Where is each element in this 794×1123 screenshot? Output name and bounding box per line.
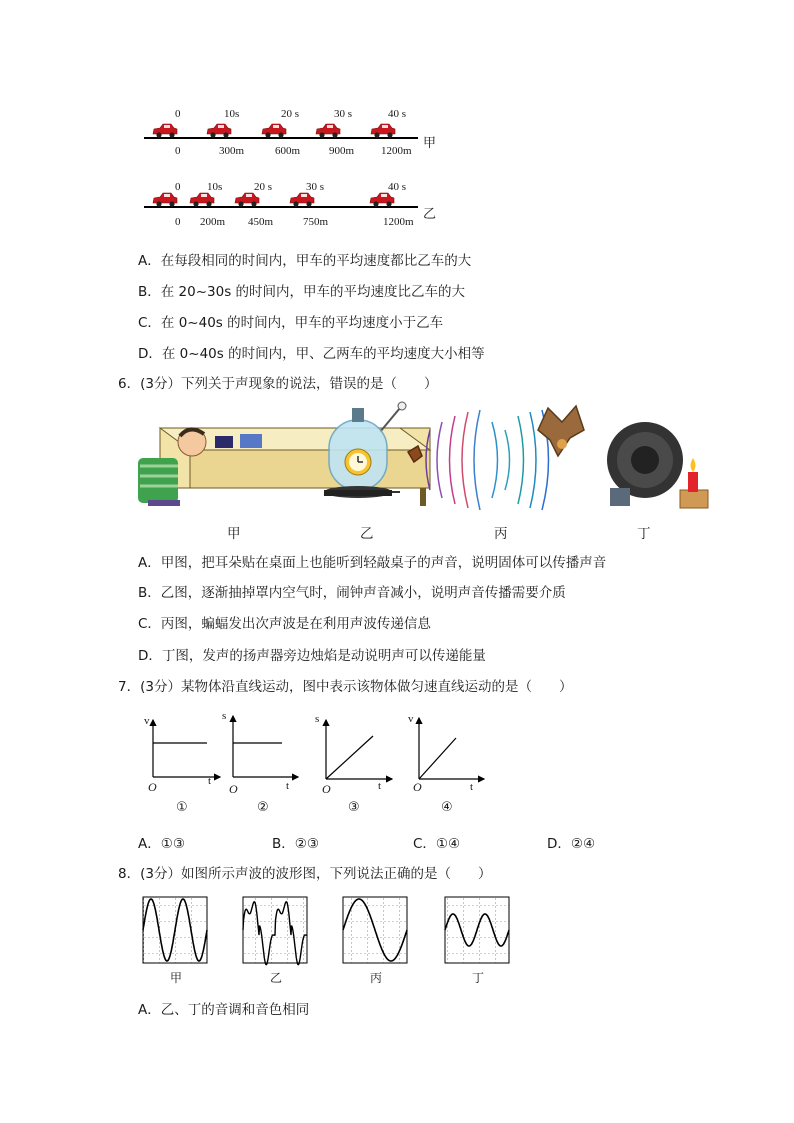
graph-4-origin: O xyxy=(413,780,422,794)
jia-label: 甲 xyxy=(423,136,437,151)
jia-dist-2: 600m xyxy=(275,145,301,157)
graph-3-s-t-linear xyxy=(326,720,392,779)
yi-car-3 xyxy=(290,193,314,207)
speaker-candle-illustration xyxy=(607,422,708,508)
jia-car-4 xyxy=(371,124,395,138)
q5-option-d[interactable]: D．在 0~40s 的时间内，甲、乙两车的平均速度大小相等 xyxy=(138,346,485,362)
waveform-jia xyxy=(143,897,207,963)
q7-graphs xyxy=(0,700,794,810)
graph-4-number: ④ xyxy=(441,800,453,815)
q8-caption-ding: 丁 xyxy=(472,971,485,985)
graph-1-v-t-constant xyxy=(153,720,220,777)
yi-dist-2: 450m xyxy=(248,216,274,228)
graph-2-s-t-constant xyxy=(233,716,298,777)
q8-waveforms xyxy=(0,890,794,970)
yi-car-0 xyxy=(153,193,177,207)
q7-answer-c[interactable]: C．①④ xyxy=(413,836,461,852)
jia-time-4: 40 s xyxy=(388,108,407,120)
q8-stem: 8．(3分）如图所示声波的波形图，下列说法正确的是（ ） xyxy=(118,866,492,882)
waveform-ding xyxy=(445,897,509,963)
jia-time-0: 0 xyxy=(175,108,181,120)
yi-time-0: 0 xyxy=(175,181,181,193)
q6-option-b[interactable]: B．乙图，逐渐抽掉罩内空气时，闹钟声音减小，说明声音传播需要介质 xyxy=(138,585,566,601)
q6-option-d[interactable]: D．丁图，发声的扬声器旁边烛焰是动说明声可以传递能量 xyxy=(138,648,486,664)
jia-car-3 xyxy=(316,124,340,138)
q5-option-b[interactable]: B．在 20~30s 的时间内，甲车的平均速度比乙车的大 xyxy=(138,284,466,300)
graph-1-y-label: v xyxy=(144,715,150,727)
waveform-bing xyxy=(343,897,407,963)
graph-3-y-label: s xyxy=(315,713,320,725)
car-tracks xyxy=(0,0,794,240)
q6-stem: 6．(3分）下列关于声现象的说法，错误的是（ ） xyxy=(118,376,438,392)
jia-dist-4: 1200m xyxy=(381,145,412,157)
q6-illustrations xyxy=(130,400,720,515)
jia-time-3: 30 s xyxy=(334,108,353,120)
q7-answer-a[interactable]: A．①③ xyxy=(138,836,185,852)
yi-label: 乙 xyxy=(423,207,437,222)
q6-option-a[interactable]: A．甲图，把耳朵贴在桌面上也能听到轻敲桌子的声音，说明固体可以传播声音 xyxy=(138,555,607,571)
q8-option-a[interactable]: A．乙、丁的音调和音色相同 xyxy=(138,1002,310,1018)
yi-car-1 xyxy=(190,193,214,207)
q8-caption-bing: 丙 xyxy=(370,971,383,985)
graph-3-number: ③ xyxy=(348,800,360,815)
waveform-yi xyxy=(243,897,307,965)
graph-1-origin: O xyxy=(148,780,157,794)
jia-time-1: 10s xyxy=(224,108,240,120)
graph-4-y-label: v xyxy=(408,713,414,725)
q6-caption-bing: 丙 xyxy=(494,526,508,542)
graph-3-x-label: t xyxy=(378,780,382,792)
jia-car-2 xyxy=(262,124,286,138)
jia-dist-1: 300m xyxy=(219,145,245,157)
graph-2-origin: O xyxy=(229,782,238,796)
bat-ultrasound-illustration xyxy=(408,406,584,510)
graph-2-x-label: t xyxy=(286,780,290,792)
q5-option-a[interactable]: A．在每段相同的时间内，甲车的平均速度都比乙车的大 xyxy=(138,253,472,269)
q8-caption-jia: 甲 xyxy=(170,971,183,985)
yi-car-4 xyxy=(370,193,394,207)
yi-time-1: 10s xyxy=(207,181,223,193)
graph-3-origin: O xyxy=(322,782,331,796)
graph-4-x-label: t xyxy=(470,781,474,793)
jia-dist-0: 0 xyxy=(175,145,181,157)
q6-option-c[interactable]: C．丙图，蝙蝠发出次声波是在利用声波传递信息 xyxy=(138,616,431,632)
graph-1-x-label: t xyxy=(208,775,212,787)
yi-time-2: 20 s xyxy=(254,181,273,193)
q6-caption-ding: 丁 xyxy=(637,526,651,542)
q6-caption-yi: 乙 xyxy=(360,526,374,542)
graph-2-number: ② xyxy=(257,800,269,815)
q7-answer-b[interactable]: B．②③ xyxy=(272,836,319,852)
jia-car-1 xyxy=(207,124,231,138)
q6-caption-jia: 甲 xyxy=(227,526,241,542)
q8-caption-yi: 乙 xyxy=(270,971,283,985)
q7-stem: 7．(3分）某物体沿直线运动，图中表示该物体做匀速直线运动的是（ ） xyxy=(118,679,573,695)
yi-time-3: 30 s xyxy=(306,181,325,193)
yi-dist-1: 200m xyxy=(200,216,226,228)
jia-dist-3: 900m xyxy=(329,145,355,157)
graph-1-number: ① xyxy=(176,800,188,815)
yi-time-4: 40 s xyxy=(388,181,407,193)
jia-cars xyxy=(153,124,395,138)
q7-answer-d[interactable]: D．②④ xyxy=(547,836,596,852)
graph-2-y-label: s xyxy=(222,710,227,722)
yi-dist-4: 1200m xyxy=(383,216,414,228)
graph-4-v-t-linear xyxy=(419,718,484,779)
q5-option-c[interactable]: C．在 0~40s 的时间内，甲车的平均速度小于乙车 xyxy=(138,315,444,331)
yi-cars xyxy=(153,193,394,207)
yi-dist-0: 0 xyxy=(175,216,181,228)
jia-time-2: 20 s xyxy=(281,108,300,120)
jia-car-0 xyxy=(153,124,177,138)
yi-car-2 xyxy=(235,193,259,207)
yi-dist-3: 750m xyxy=(303,216,329,228)
